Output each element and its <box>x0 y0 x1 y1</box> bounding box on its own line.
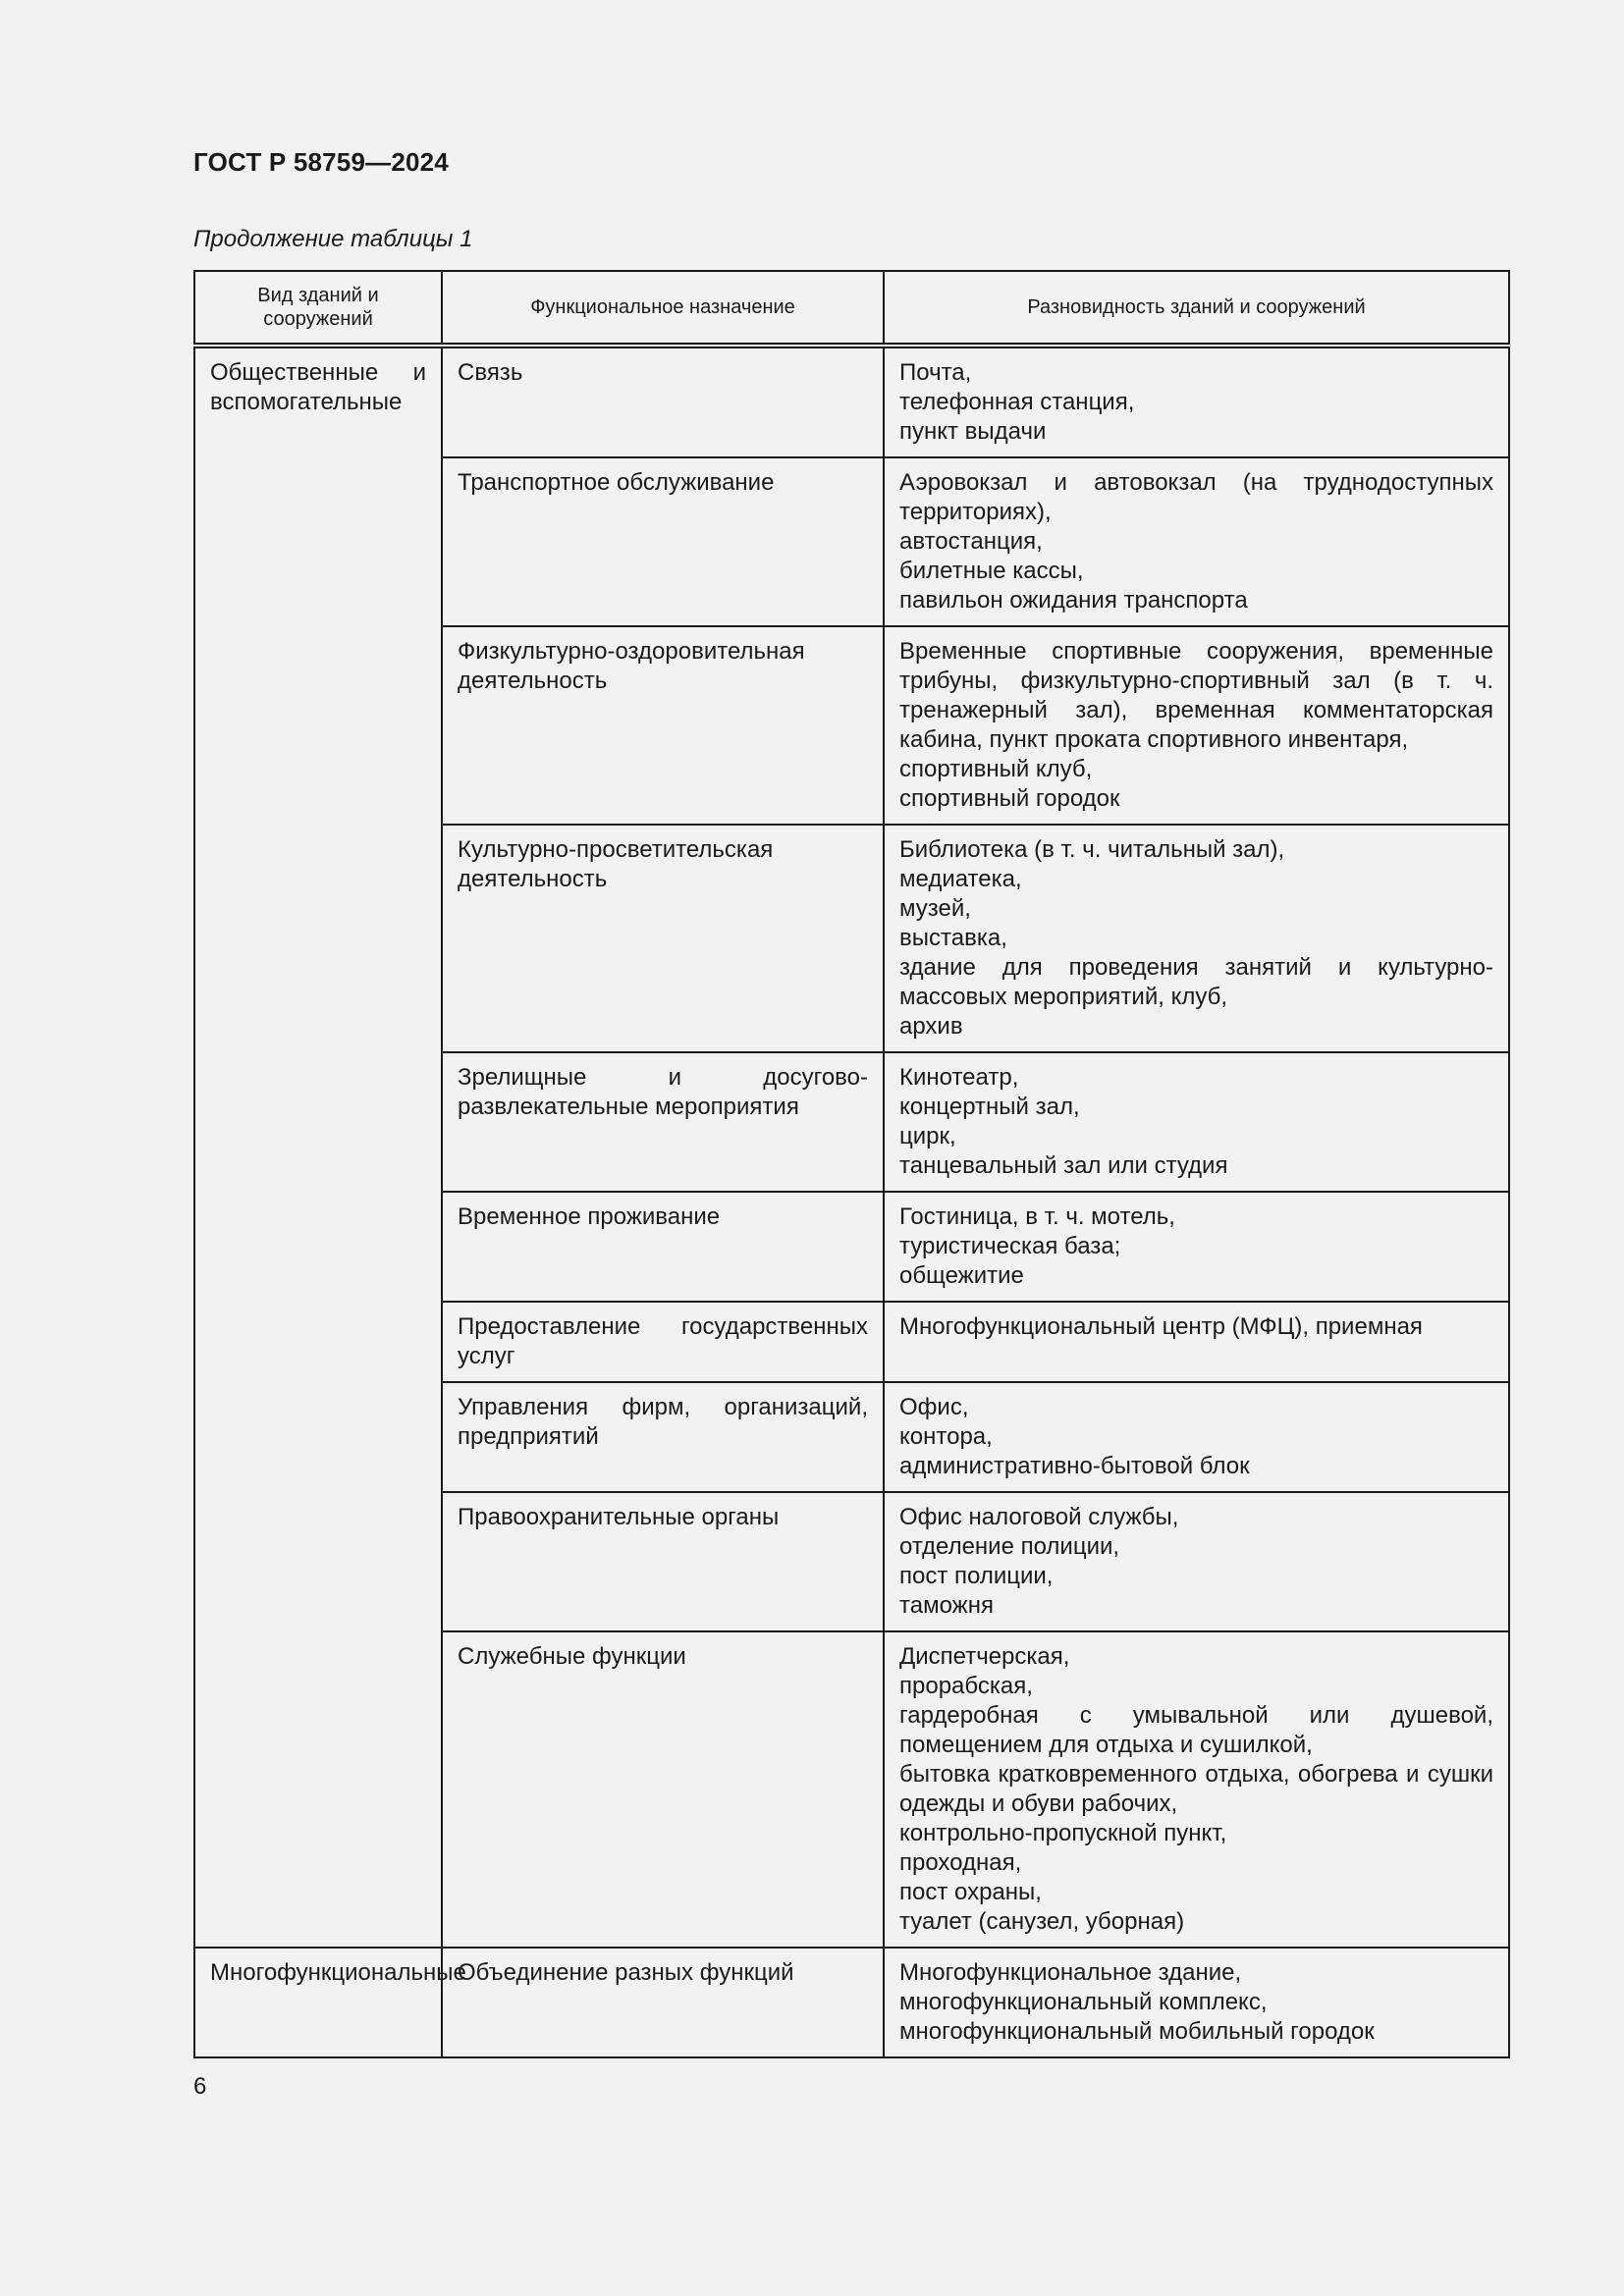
variety-cell <box>884 346 1509 457</box>
variety-item: цирк, <box>899 1123 956 1149</box>
variety-item: гардеробная с умывальной или душевой, помещением для отдыха и сушилкой, <box>899 1702 1493 1758</box>
variety-item: Библиотека (в т. ч. читальный зал), <box>899 836 1285 863</box>
variety-item: телефонная станция, <box>899 389 1135 415</box>
function-cell: Временное проживание <box>442 1192 884 1302</box>
variety-item: контора, <box>899 1423 993 1450</box>
variety-item: Кинотеатр, <box>899 1064 1019 1091</box>
variety-cell <box>884 626 1509 825</box>
variety-cell <box>884 1382 1509 1492</box>
variety-item: танцевальный зал или студия <box>899 1152 1228 1179</box>
variety-cell <box>884 1948 1509 2057</box>
variety-item: бытовка кратковременного отдыха, обогрева и сушки одежды и обуви рабочих, <box>899 1761 1493 1817</box>
variety-item: Офис, <box>899 1394 969 1420</box>
function-cell: Зрелищные и досугово-развлекательные мероприятия <box>442 1052 884 1192</box>
variety-item: туристическая база; <box>899 1233 1121 1259</box>
variety-item: многофункциональный мобильный городок <box>899 2018 1375 2045</box>
variety-item: Многофункциональное здание, <box>899 1959 1242 1986</box>
function-cell: Предоставление государственных услуг <box>442 1302 884 1382</box>
variety-cell <box>884 825 1509 1052</box>
table-row <box>194 1948 1509 2057</box>
function-cell: Культурно-просветительская деятельность <box>442 825 884 1052</box>
variety-item: Многофункциональный центр (МФЦ), приемная <box>899 1313 1423 1340</box>
variety-item: многофункциональный комплекс, <box>899 1989 1268 2015</box>
document-code: ГОСТ Р 58759—2024 <box>193 147 449 177</box>
variety-item: Гостиница, в т. ч. мотель, <box>899 1203 1175 1230</box>
variety-item: спортивный клуб, <box>899 756 1093 782</box>
function-cell: Связь <box>442 346 884 457</box>
variety-item: общежитие <box>899 1262 1024 1289</box>
variety-item: пост охраны, <box>899 1879 1042 1905</box>
variety-item: архив <box>899 1013 963 1040</box>
variety-item: Почта, <box>899 359 972 386</box>
variety-item: медиатека, <box>899 866 1022 892</box>
variety-item: пункт выдачи <box>899 418 1047 445</box>
function-cell: Правоохранительные органы <box>442 1492 884 1631</box>
variety-item: Аэровокзал и автовокзал (на труднодоступных территориях), <box>899 469 1493 525</box>
building-type-cell: Многофункциональные <box>194 1948 442 2057</box>
variety-item: отделение полиции, <box>899 1533 1120 1560</box>
variety-item: таможня <box>899 1592 994 1619</box>
variety-item: Диспетчерская, <box>899 1643 1070 1670</box>
variety-cell <box>884 457 1509 626</box>
table-continuation-caption: Продолжение таблицы 1 <box>193 226 473 252</box>
variety-item: павильон ожидания транспорта <box>899 587 1248 614</box>
variety-cell <box>884 1192 1509 1302</box>
variety-cell <box>884 1052 1509 1192</box>
column-header-type: Вид зданий и сооружений <box>194 271 442 346</box>
variety-item: Временные спортивные сооружения, временные трибуны, физкультурно-спортивный зал (в т. ч. тренажерный зал), временная комментаторская кабина, пункт проката спортивного инвентаря, <box>899 638 1493 753</box>
variety-item: музей, <box>899 895 971 922</box>
variety-item: автостанция, <box>899 528 1043 555</box>
variety-cell <box>884 1631 1509 1948</box>
building-types-table <box>193 270 1510 2058</box>
variety-item: административно-бытовой блок <box>899 1453 1250 1479</box>
variety-item: контрольно-пропускной пункт, <box>899 1820 1227 1846</box>
page-number: 6 <box>193 2073 207 2100</box>
variety-item: здание для проведения занятий и культурно-массовых мероприятий, клуб, <box>899 954 1493 1010</box>
building-type-cell: Общественные и вспомогательные <box>194 346 442 1948</box>
table-body <box>194 346 1509 2057</box>
variety-item: пост полиции, <box>899 1563 1054 1589</box>
table-row <box>194 346 1509 457</box>
variety-item: проходная, <box>899 1849 1022 1876</box>
function-cell: Управления фирм, организаций, предприятий <box>442 1382 884 1492</box>
variety-item: спортивный городок <box>899 785 1120 812</box>
variety-item: концертный зал, <box>899 1094 1080 1120</box>
function-cell: Физкультурно-оздоровительная деятельность <box>442 626 884 825</box>
variety-cell <box>884 1492 1509 1631</box>
variety-item: прорабская, <box>899 1673 1033 1699</box>
column-header-variety: Разновидность зданий и сооружений <box>884 271 1509 346</box>
variety-item: Офис налоговой службы, <box>899 1504 1179 1530</box>
function-cell: Объединение разных функций <box>442 1948 884 2057</box>
variety-item: билетные кассы, <box>899 558 1084 584</box>
table-header-row <box>194 271 1509 346</box>
column-header-function: Функциональное назначение <box>442 271 884 346</box>
variety-item: туалет (санузел, уборная) <box>899 1908 1185 1935</box>
variety-item: выставка, <box>899 925 1007 951</box>
function-cell: Транспортное обслуживание <box>442 457 884 626</box>
variety-cell <box>884 1302 1509 1382</box>
function-cell: Служебные функции <box>442 1631 884 1948</box>
